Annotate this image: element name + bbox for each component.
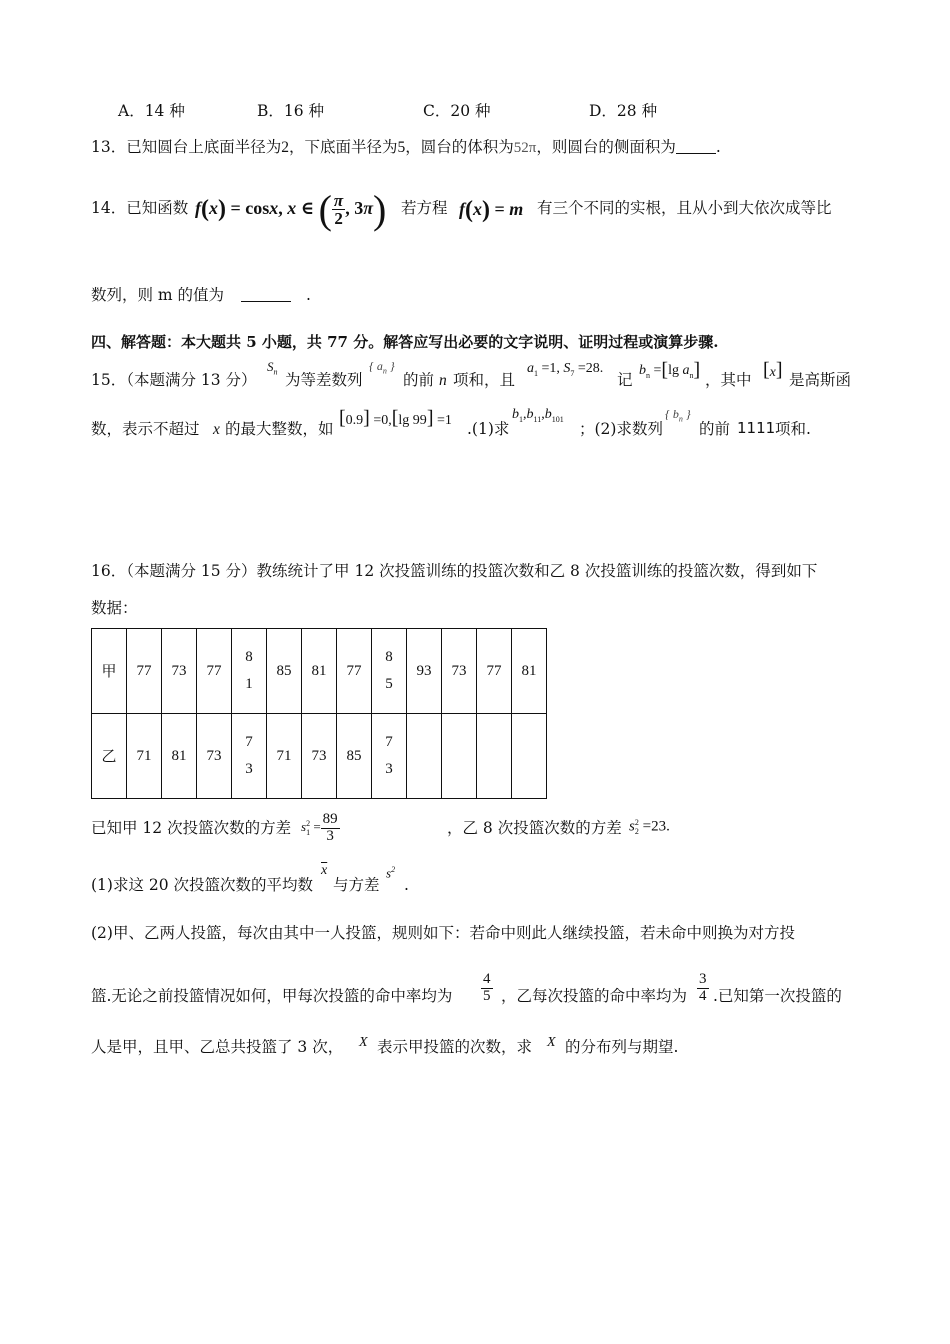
table-row-yi: [92, 714, 547, 799]
p-jia-fraction: [481, 972, 493, 1005]
variance-text2: ，乙 8 次投篮次数的方差: [447, 819, 622, 837]
p-yi-num: 3: [699, 971, 707, 987]
q13-r2: 5: [397, 139, 406, 156]
q15-n: n: [439, 372, 447, 389]
q14-line2: 数列，则 m 的值为: [91, 286, 225, 304]
q15-t1: 为等差数列: [285, 371, 363, 389]
q15-bs: $b_1,b_{11},b_{101}$: [512, 407, 564, 424]
variance-s2: s2 2 =23.: [629, 818, 670, 836]
jia-cell-2: 73: [162, 629, 197, 714]
yi-cell-4: 7 3: [232, 714, 267, 799]
jia-cell-11: 77: [477, 629, 512, 714]
p2-l2c: .已知第一次投篮的: [713, 987, 842, 1005]
q14-suffix: 有三个不同的实根，且从小到大依次成等比: [537, 199, 832, 217]
p2-l2a: 篮.无论之前投篮情况如何，甲每次投篮的命中率均为: [91, 987, 453, 1005]
p1-text-b: 与方差: [333, 876, 380, 894]
q13-prefix: 13．已知圆台上底面半径为: [91, 138, 282, 156]
table-row-jia: [92, 629, 547, 714]
p-yi-den: 4: [699, 987, 707, 1004]
variance-symbol: $s^2$: [386, 865, 396, 881]
option-c: C．20 种: [423, 102, 491, 120]
q13-answer-blank[interactable]: [676, 153, 716, 154]
question-16-line2: 数据：: [91, 599, 138, 617]
yi-cell-5: 71: [267, 714, 302, 799]
q15-t4: 记: [617, 371, 633, 389]
q15-bn-set: { $b_n$ }: [665, 407, 691, 424]
q14-end: .: [305, 286, 311, 304]
shooting-data-table: [91, 628, 547, 799]
q15-l2b: 的最大整数，如: [225, 420, 334, 438]
variance-text1: 已知甲 12 次投篮次数的方差: [91, 819, 292, 837]
q13-volume: 52π: [513, 140, 537, 156]
question-16-line1: 16．（本题满分 15 分）教练统计了甲 12 次投篮训练的投篮次数和乙 8 次投篮训练的投篮次数，得到如下: [91, 562, 818, 580]
yi-cell-2: 81: [162, 714, 197, 799]
yi-cell-12: [512, 714, 547, 799]
jia-cell-12: 81: [512, 629, 547, 714]
p-jia-den: 5: [483, 987, 491, 1004]
q15-condition: $a_1 =1$, $S_7 =28$.: [527, 361, 604, 378]
var1-denominator: 3: [326, 827, 334, 844]
q15-example: [0.9] =0,[lg 99] =1: [339, 407, 452, 429]
p2-l3c: 的分布列与期望.: [565, 1038, 679, 1056]
yi-cell-3: 73: [197, 714, 232, 799]
q15-t6: 是高斯函: [789, 371, 852, 389]
yi-cell-1: 71: [127, 714, 162, 799]
q15-x: x: [213, 421, 220, 438]
q13-end: .: [715, 138, 721, 156]
part-2-line1: (2)甲、乙两人投篮，每次由其中一人投篮，规则如下：若命中则此人继续投篮，若未命中则换为对方投: [91, 924, 795, 942]
p1-text-a: (1)求这 20 次投篮次数的平均数: [91, 876, 314, 894]
jia-cell-4: 8 1: [232, 629, 267, 714]
row-label-jia: 甲: [92, 629, 127, 714]
q15-an-set: { $a_n$ }: [369, 359, 395, 376]
jia-cell-6: 81: [302, 629, 337, 714]
yi-cell-11: [477, 714, 512, 799]
q14-mid: 若方程: [401, 199, 448, 217]
q15-sn: $S_n$: [267, 359, 278, 377]
q13-mid1: ，下底面半径为: [288, 138, 398, 156]
jia-cell-3: 77: [197, 629, 232, 714]
q14-function-formula: f(x) = cosx, x ∈ ( $\frac{\pi}{2}$ , 3π): [195, 187, 387, 232]
q15-l2a: 数，表示不超过: [91, 420, 200, 438]
mean-symbol: $\overline{x}$: [321, 863, 328, 878]
var2-value: 23: [651, 818, 667, 835]
question-14-line2: [91, 288, 311, 304]
q15-l2e: 的前: [699, 420, 731, 438]
q14-equation: f(x) = m: [459, 197, 524, 223]
yi-cell-8: 7 3: [372, 714, 407, 799]
yi-cell-6: 73: [302, 714, 337, 799]
q13-r1: 2: [281, 139, 289, 156]
jia-cell-10: 73: [442, 629, 477, 714]
p2-l3a: 人是甲，且甲、乙总共投篮了 3 次，: [91, 1038, 344, 1056]
q15-bn-definition: $b_n =[\lg$ $a_n$]: [639, 359, 701, 381]
q13-suffix: ，则圆台的侧面积为: [536, 138, 676, 156]
p2-l3b: 表示甲投篮的次数，求: [377, 1038, 533, 1056]
q15-l2d: ；(2)求数列: [579, 420, 663, 438]
jia-cell-1: 77: [127, 629, 162, 714]
question-13: [91, 140, 721, 156]
section-4-heading: 四、解答题：本大题共 5 小题，共 77 分。解答应写出必要的文字说明、证明过程或演算步骤.: [91, 333, 719, 351]
p1-period: .: [404, 876, 409, 894]
option-a: A．14 种: [118, 102, 185, 120]
yi-cell-9: [407, 714, 442, 799]
p-jia-num: 4: [483, 971, 491, 987]
option-d: D．28 种: [589, 102, 658, 120]
q13-mid2: ，圆台的体积为: [405, 138, 514, 156]
jia-cell-8: 8 5: [372, 629, 407, 714]
jia-cell-5: 85: [267, 629, 302, 714]
p2-l2b: ，乙每次投篮的命中率均为: [501, 987, 688, 1005]
q15-l2c: .(1)求: [467, 420, 510, 438]
jia-cell-7: 77: [337, 629, 372, 714]
X-symbol-1: X: [359, 1035, 368, 1050]
yi-cell-10: [442, 714, 477, 799]
q15-prefix: 15．（本题满分 13 分）: [91, 371, 257, 389]
yi-cell-7: 85: [337, 714, 372, 799]
option-b: B．16 种: [257, 102, 325, 120]
variance-s1: s2 1 = $\frac{89}{3}$: [301, 811, 338, 844]
q15-t5: ，其中: [705, 371, 752, 389]
q15-t2: 的前: [403, 371, 435, 389]
q15-l2f: 项和.: [775, 420, 811, 438]
var1-numerator: 89: [322, 811, 338, 827]
q15-count: 1111: [737, 419, 776, 437]
X-symbol-2: X: [547, 1035, 556, 1050]
jia-cell-9: 93: [407, 629, 442, 714]
p-yi-fraction: [697, 972, 709, 1005]
q15-gauss-symbol: [x]: [763, 359, 783, 381]
row-label-yi: 乙: [92, 714, 127, 799]
q15-t3: 项和，且: [453, 371, 516, 389]
q14-prefix: 14．已知函数: [91, 199, 189, 217]
q14-answer-blank[interactable]: [241, 301, 291, 302]
